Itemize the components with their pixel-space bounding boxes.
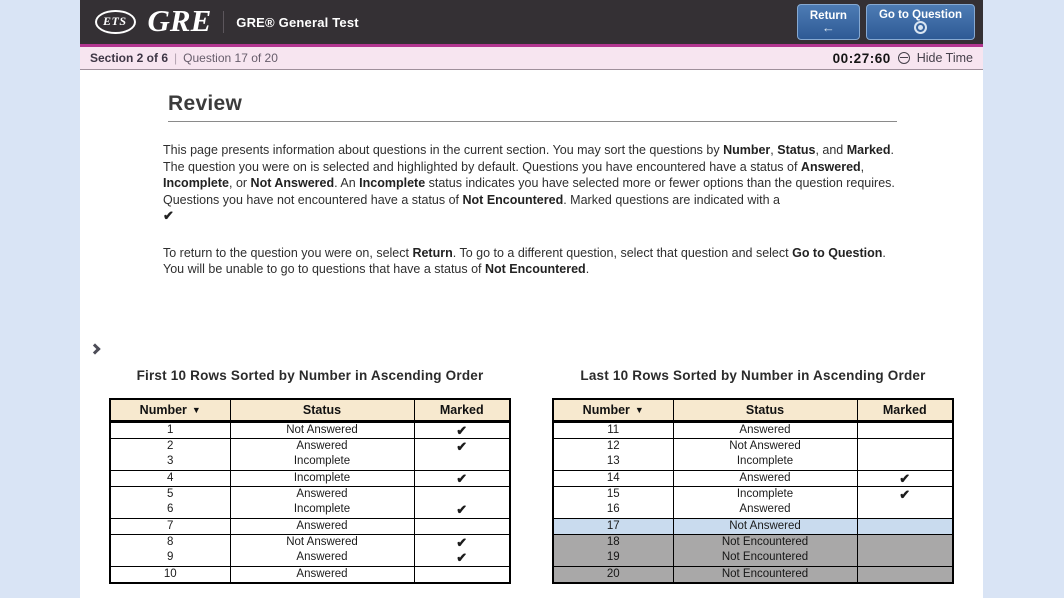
question-review-table	[552, 398, 954, 584]
marked-cell-empty	[857, 438, 953, 454]
status-bar	[80, 47, 983, 70]
table-title: First 10 Rows Sorted by Number in Ascending Order	[136, 368, 484, 383]
instructions-paragraph-2: To return to the question you were on, select Return. To go to a different question, select that question and select Go to Question. You will be unable to go to questions that have a status of Not Encountered.	[163, 245, 886, 276]
table-row[interactable]: 11 Answered	[553, 421, 953, 438]
column-header-marked[interactable]: Marked	[414, 399, 510, 421]
header-buttons	[797, 4, 975, 40]
marked-checkmark-icon: ✔	[414, 550, 510, 566]
table-title: Last 10 Rows Sorted by Number in Ascending Order	[580, 368, 926, 383]
page-title: Review	[168, 92, 243, 115]
timer: 00:27:60	[832, 50, 891, 66]
column-header-marked[interactable]: Marked	[857, 399, 953, 421]
column-header-number[interactable]: Number ▼	[110, 399, 230, 421]
marked-cell-empty	[414, 454, 510, 470]
column-header-number[interactable]: Number ▼	[553, 399, 673, 421]
brand-divider	[223, 11, 224, 33]
table-row[interactable]: 20 Not Encountered	[553, 566, 953, 583]
marked-checkmark-icon: ✔	[414, 534, 510, 550]
marked-checkmark-icon: ✔	[414, 502, 510, 518]
clock-icon	[898, 52, 910, 64]
first-rows-table-section	[109, 368, 511, 584]
review-page	[80, 70, 983, 597]
table-header-row	[553, 399, 953, 421]
marked-checkmark-icon: ✔	[414, 438, 510, 454]
left-arrow-icon: ←	[821, 19, 835, 35]
table-row[interactable]: 1 Not Answered ✔	[110, 421, 510, 438]
table-row[interactable]: 3 Incomplete	[110, 454, 510, 470]
title-rule	[168, 121, 897, 122]
product-title: GRE® General Test	[236, 14, 359, 30]
marked-cell-empty	[857, 502, 953, 518]
sort-descending-icon: ▼	[191, 404, 201, 415]
target-icon	[914, 21, 927, 34]
status-separator: |	[174, 51, 178, 65]
table-row[interactable]: 8 Not Answered ✔	[110, 534, 510, 550]
table-row[interactable]: 14 Answered ✔	[553, 470, 953, 486]
question-review-table	[109, 398, 511, 584]
gre-logo: GRE	[147, 2, 212, 38]
ets-logo: ETS	[95, 10, 136, 34]
column-header-status[interactable]: Status	[230, 399, 414, 421]
table-row[interactable]: 12 Not Answered	[553, 438, 953, 454]
table-row[interactable]: 16 Answered	[553, 502, 953, 518]
marked-checkmark-icon: ✔	[414, 421, 510, 438]
table-row[interactable]: 15 Incomplete ✔	[553, 486, 953, 502]
go-to-question-button-label: Go to Question	[878, 9, 962, 21]
marked-cell-empty	[414, 486, 510, 502]
marked-cell-empty	[857, 454, 953, 470]
table-row[interactable]: 13 Incomplete	[553, 454, 953, 470]
marked-cell-empty	[414, 566, 510, 583]
marked-cell-empty	[857, 534, 953, 550]
table-row[interactable]: 9 Answered ✔	[110, 550, 510, 566]
marked-checkmark-icon: ✔	[414, 470, 510, 486]
top-header	[80, 0, 983, 44]
table-row[interactable]: 10 Answered	[110, 566, 510, 583]
table-row[interactable]: 18 Not Encountered	[553, 534, 953, 550]
last-rows-table-section	[552, 368, 954, 584]
test-window	[80, 0, 983, 598]
column-header-status[interactable]: Status	[673, 399, 857, 421]
marked-checkmark-icon: ✔	[857, 470, 953, 486]
instructions-paragraph-1: This page presents information about questions in the current section. You may sort the questions by Number, Status, and Marked. The question you were on is selected and highlighted by default. Questions you have encountered have a status of Answered, Incomplete, or Not Answered. An Incomplete status indicates you have selected more or fewer options than the question requires. Questions you have not encountered have a status of Not Encountered. Marked questions are indicated with a ✔	[163, 143, 895, 223]
table-row[interactable]: 19 Not Encountered	[553, 550, 953, 566]
marked-checkmark-icon: ✔	[857, 486, 953, 502]
table-row[interactable]: 7 Answered	[110, 518, 510, 534]
table-row[interactable]: 4 Incomplete ✔	[110, 470, 510, 486]
return-button[interactable]	[797, 4, 860, 40]
marked-cell-empty	[857, 518, 953, 534]
marked-cell-empty	[857, 566, 953, 583]
table-header-row	[110, 399, 510, 421]
table-row[interactable]: 6 Incomplete ✔	[110, 502, 510, 518]
marked-cell-empty	[857, 421, 953, 438]
question-indicator: Question 17 of 20	[183, 51, 278, 65]
marked-cell-empty	[414, 518, 510, 534]
chevron-right-icon[interactable]	[90, 340, 106, 356]
sort-descending-icon: ▼	[634, 404, 644, 415]
table-row[interactable]: 17 Not Answered	[553, 518, 953, 534]
go-to-question-button[interactable]	[866, 4, 975, 40]
table-row[interactable]: 5 Answered	[110, 486, 510, 502]
table-row[interactable]: 2 Answered ✔	[110, 438, 510, 454]
marked-cell-empty	[857, 550, 953, 566]
timer-area	[833, 51, 973, 66]
section-indicator: Section 2 of 6	[90, 51, 169, 65]
hide-time-button[interactable]: Hide Time	[916, 51, 973, 65]
return-button-label: Return	[809, 9, 847, 22]
